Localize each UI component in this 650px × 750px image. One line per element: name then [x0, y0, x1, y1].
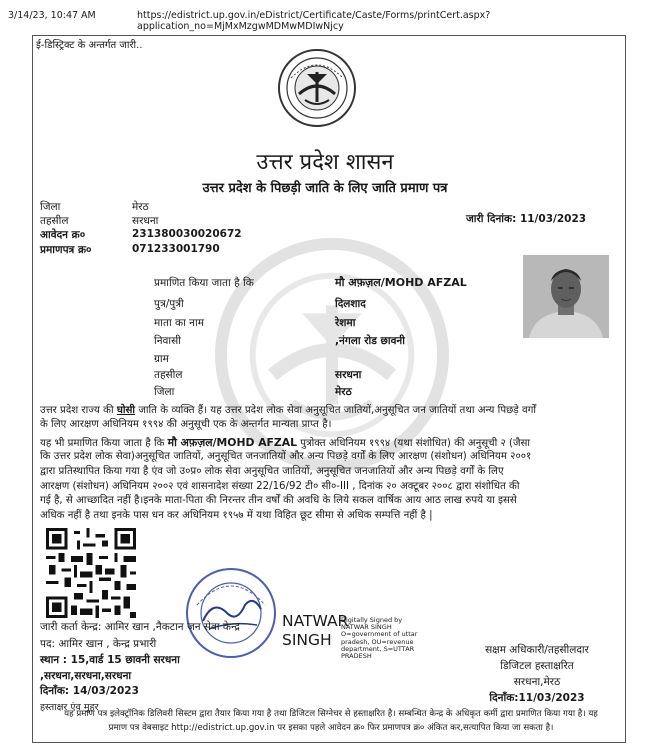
- detail-label-resident: निवासी: [154, 335, 181, 347]
- digital-signature-details: Digitally Signed by NATWAR SINGH O=government of uttar pradesh, OU=revenue department, S=UTTAR PRADESH: [341, 616, 418, 661]
- footer-note: यह प्रमाण पत्र इलेक्ट्रॉनिक डिलिवरी सिस्टम द्वारा तैयार किया गया है तथा डिजिटल सिग्नेचर से हस्ताक्षरित है। सम्बन्धित केन्द्र के अधिकृत कर्मी द्वारा प्रमाणित किया गया है। यह प्रमाण पत्र वेबसाइट http://edistrict.up.gov.in पर इसका पहले आवेदन क्र० फिर प्रमाणपत्र क्र० अंकित कर,सत्यापित किया जा सकता है।: [64, 709, 598, 733]
- para-line-5: द्वारा प्रतिस्थापित किया गया है एंव जो उ०प्र० लोक सेवा अनुसूचित जातियों, अनुसूचित जनजातियों और अन्य पिछड़े वर्गों के लिए: [40, 466, 504, 477]
- signatory-name: NATWAR SINGH: [282, 612, 349, 649]
- meta-value-application: 231380030020672: [132, 228, 242, 240]
- detail-value-district: मेरठ: [335, 386, 352, 398]
- issue-date: जारी दिनांक: 11/03/2023: [466, 213, 587, 225]
- detail-label-mother: माता का नाम: [154, 317, 204, 329]
- para-line-4: कि उत्तर प्रदेश लोक सेवा)अनुसूचित जातियों, अनुसूचित जनजातियों और अन्य पिछड़े वर्गों के लिए आरक्षण (संशोधन) अधिनियम २००१: [40, 451, 532, 462]
- para-line-6: आरक्षण (संशोधन) अधिनियम २००२ एवं शासनादेश संख्या 22/16/92 टी० सी०-III , दिनांक २० अक्टूबर २००८ द्वारा संशोधित की: [40, 481, 520, 492]
- para-line-8: अधिक नहीं है तथा इनके पास धन कर अधिनियम १९५७ में यथा विहित छूट सीमा से अधिक सम्पत्ति नहीं है |: [40, 510, 433, 521]
- qr-code-icon[interactable]: [46, 528, 136, 618]
- header-note: ई-डिस्ट्रिक्ट के अन्तर्गत जारी..: [36, 40, 143, 51]
- officer-digital: डिजिटल हस्ताक्षरित: [500, 660, 574, 672]
- meta-label-tehsil: तहसील: [40, 215, 69, 227]
- meta-value-district: मेरठ: [132, 201, 149, 213]
- officer-date: दिनाँक:11/03/2023: [489, 692, 585, 704]
- detail-value-resident: ,नंगला रोड छावनी: [335, 335, 405, 347]
- centre-line-4: ,सरधना,सरधना,सरधना: [40, 670, 132, 682]
- centre-sign-seal: हस्ताक्षर एंव मुहर: [40, 702, 99, 713]
- para-line-3: यह भी प्रमाणित किया जाता है कि मौ अफ़ज़ल/MOHD AFZAL पुत्रोक्त अधिनियम १९९४ (यथा संशोधित) की अनुसूची २ (जैसा: [40, 436, 531, 449]
- officer-place: सरधना,मेरठ: [513, 676, 561, 688]
- caste-name: घोसी: [116, 405, 136, 416]
- centre-line-1: जारी कर्ता केन्द्र: आमिर खान ,नैकटान जन सेवा केन्द्र: [40, 621, 240, 633]
- official-stamp-icon: [183, 565, 279, 661]
- detail-label-village: ग्राम: [154, 353, 169, 365]
- detail-value-tehsil: सरधना: [335, 369, 362, 381]
- para-line-7: गई है, से आच्छादित नहीं है।इनके माता-पिता की निरन्तर तीन वर्षों की अवधि के लिये सकल वार्षिक आय आठ लाख रुपये या इससे: [40, 495, 517, 506]
- detail-value-name: मौ अफ़ज़ल/MOHD AFZAL: [335, 276, 467, 289]
- detail-label-district: जिला: [154, 386, 175, 398]
- up-state-emblem-icon: [277, 48, 357, 128]
- detail-label-certified: प्रमाणित किया जाता है कि: [154, 277, 254, 289]
- detail-value-father: दिलशाद: [335, 298, 366, 310]
- certificate-subtitle: उत्तर प्रदेश के पिछड़ी जाति के लिए जाति प्रमाण पत्र: [202, 181, 448, 196]
- detail-value-mother: रेशमा: [335, 317, 356, 329]
- detail-label-child-of: पुत्र/पुत्री: [154, 298, 184, 310]
- centre-line-3: स्थान : 15,वार्ड 15 छावनी सरधना: [40, 654, 180, 666]
- applicant-photo: [523, 255, 609, 338]
- centre-date: दिनाँक: 14/03/2023: [40, 685, 139, 697]
- para-line-2: के लिए आरक्षण अधिनियम १९९४ की अनुसूची एक के अन्तर्गत मान्यता प्राप्त है।: [40, 419, 332, 430]
- meta-value-certificate: 071233001790: [132, 243, 220, 255]
- officer-title: सक्षम अधिकारी/तहसीलदार: [485, 644, 589, 656]
- meta-label-certificate: प्रमाणपत्र क्र०: [40, 244, 92, 256]
- para-line-1: उत्तर प्रदेश राज्य की घोसी जाति के व्यक्ति हैं। यह उत्तर प्रदेश लोक सेवा अनुसूचित जातियों,अनुसूचित जन जातियों तथा अन्य पिछड़े वर्गों: [40, 405, 536, 416]
- page-title: उत्तर प्रदेश शासन: [256, 150, 394, 175]
- meta-value-tehsil: सरधना: [132, 215, 159, 227]
- meta-label-district: जिला: [40, 201, 61, 213]
- detail-label-tehsil: तहसील: [154, 369, 183, 381]
- print-timestamp: 3/14/23, 10:47 AM: [8, 10, 96, 21]
- print-url[interactable]: https://edistrict.up.gov.in/eDistrict/Certificate/Caste/Forms/printCert.aspx?application_no=MjMxMzgwMDMwMDIwNjcy: [137, 10, 491, 32]
- centre-line-2: पद: आमिर खान , केन्द्र प्रभारी: [40, 638, 157, 650]
- print-header: [0, 0, 650, 34]
- meta-label-application: आवेदन क्र०: [40, 229, 86, 241]
